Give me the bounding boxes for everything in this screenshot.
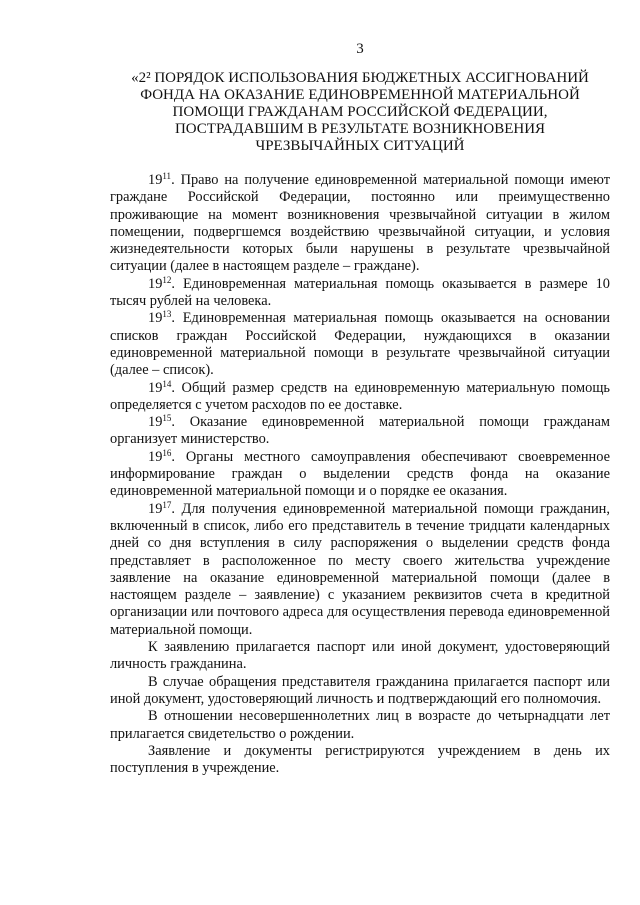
- clause-number: 19: [148, 379, 163, 396]
- section-heading: [110, 70, 610, 155]
- paragraph-text: . Для получения единовременной материальной помощи гражданин, включенный в список, либо его представитель в течение тридцати календарных дней со дня вступления в силу распоряжения о выделении средств фонда представляет в расположенное по месту своего жительства учреждение заявление на оказание единовременной материальной помощи (далее в настоящем разделе – заявление) с указанием реквизитов счета в кредитной организации или почтового адреса для осуществления перевода единовременной материальной помощи.: [110, 500, 610, 638]
- paragraph-text: . Оказание единовременной материальной помощи гражданам организует министерство.: [110, 414, 610, 448]
- heading-line: «2² ПОРЯДОК ИСПОЛЬЗОВАНИЯ БЮДЖЕТНЫХ АССИГНОВАНИЙ: [131, 70, 589, 86]
- paragraph-text: . Органы местного самоуправления обеспечивают своевременное информирование граждан о выделении средств фонда на оказание единовременной материальной помощи и о порядке ее оказания.: [110, 448, 610, 500]
- paragraph-text: . Право на получение единовременной материальной помощи имеют граждане Российской Федерации, постоянно или преимущественно проживающие на момент возникновения чрезвычайной ситуации в жилом помещении, подвергшемся воздействию чрезвычайной ситуации, и условия жизнедеятельности которых были нарушены в результате чрезвычайной ситуации (далее в настоящем разделе – граждане).: [110, 172, 610, 275]
- paragraph-minors: [110, 708, 610, 743]
- clause-superscript: 11: [162, 171, 172, 181]
- clause-number: 19: [148, 172, 163, 188]
- paragraph-19-16: [110, 449, 610, 501]
- clause-number: 19: [148, 500, 163, 517]
- paragraph-representative: [110, 674, 610, 709]
- paragraph-text: . Единовременная материальная помощь оказывается на основании списков граждан Российской Федерации, нуждающихся в оказании единовременной материальной помощи в результате чрезвычайной ситуации (далее – список).: [110, 310, 610, 379]
- paragraph-text: В отношении несовершеннолетних лиц в возрасте до четырнадцати лет прилагается свидетельство о рождении.: [110, 708, 610, 742]
- clause-superscript: 17: [162, 499, 172, 510]
- paragraph-text: Заявление и документы регистрируются учреждением в день их поступления в учреждение.: [110, 742, 610, 777]
- clause-number: 19: [148, 414, 163, 431]
- paragraph-19-14: [110, 380, 610, 415]
- paragraph-text: В случае обращения представителя гражданина прилагается паспорт или иной документ, удостоверяющий личность и подтверждающий его полномочия.: [110, 673, 610, 707]
- clause-superscript: 12: [162, 274, 172, 285]
- paragraph-19-15: [110, 414, 610, 449]
- paragraph-19-11: [110, 172, 610, 276]
- paragraph-19-12: [110, 276, 610, 311]
- paragraph-text: К заявлению прилагается паспорт или иной документ, удостоверяющий личность гражданина.: [110, 639, 610, 673]
- clause-superscript: 14: [162, 378, 172, 389]
- paragraph-attachment-passport: [110, 639, 610, 674]
- heading-line: ПОМОЩИ ГРАЖДАНАМ РОССИЙСКОЙ ФЕДЕРАЦИИ,: [172, 104, 548, 120]
- heading-line: ФОНДА НА ОКАЗАНИЕ ЕДИНОВРЕМЕННОЙ МАТЕРИАЛЬНОЙ: [140, 87, 580, 103]
- clause-number: 19: [148, 448, 163, 465]
- clause-superscript: 13: [162, 309, 172, 320]
- heading-line: ПОСТРАДАВШИМ В РЕЗУЛЬТАТЕ ВОЗНИКНОВЕНИЯ: [174, 121, 546, 137]
- paragraph-text: . Общий размер средств на единовременную материальную помощь определяется с учетом расходов по ее доставке.: [110, 379, 610, 413]
- paragraph-19-13: [110, 310, 610, 379]
- paragraph-text: . Единовременная материальная помощь оказывается в размере 10 тысяч рублей на человека.: [110, 275, 610, 310]
- paragraph-registration: [110, 743, 610, 778]
- clause-superscript: 16: [162, 447, 172, 458]
- paragraph-19-17: [110, 501, 610, 639]
- clause-superscript: 15: [162, 413, 172, 424]
- clause-number: 19: [148, 310, 163, 327]
- clause-number: 19: [148, 275, 163, 292]
- heading-line: ЧРЕЗВЫЧАЙНЫХ СИТУАЦИЙ: [255, 138, 465, 154]
- page-number: 3: [356, 41, 364, 57]
